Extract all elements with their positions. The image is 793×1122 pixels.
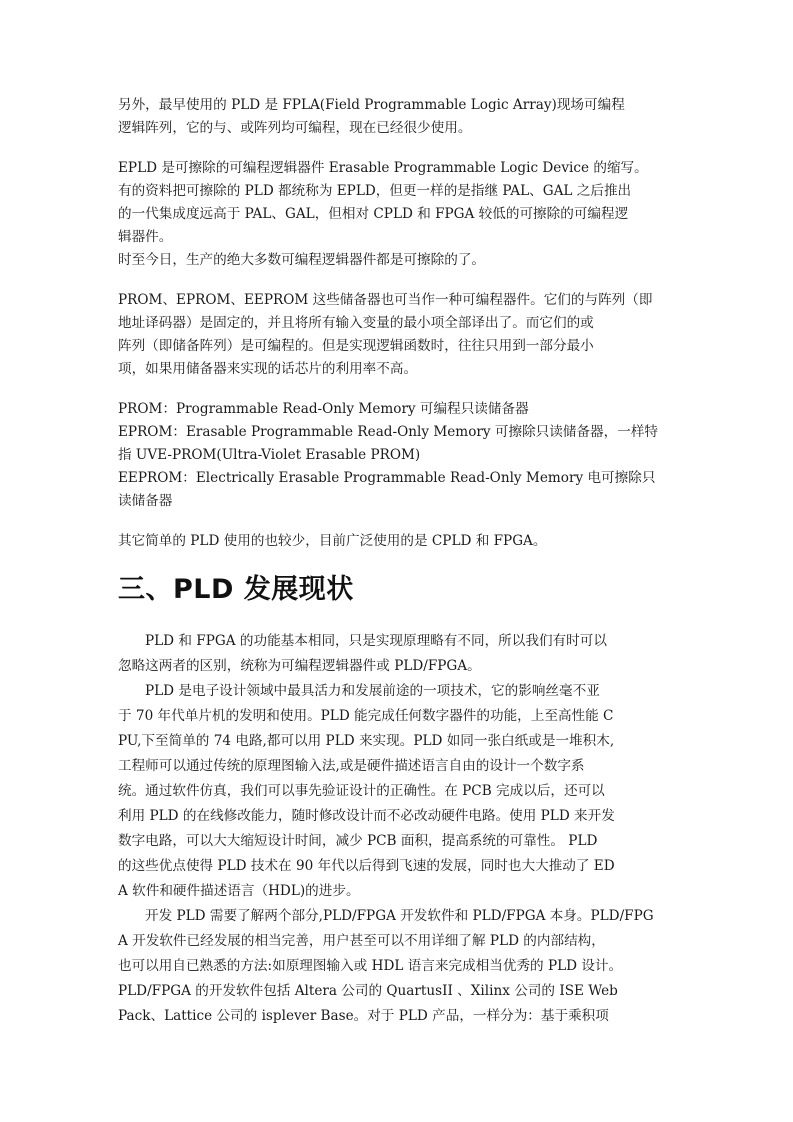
text-line: 项，如果用储备器来实现的话芯片的利用率不高。 [118, 361, 418, 377]
text-line: Pack、Lattice 公司的 isplever Base。对于 PLD 产品，一样分为：基于乘积项 [118, 1008, 609, 1024]
text-line: PLD/FPGA 的开发软件包括 Altera 公司的 QuartusII 、Xilinx 公司的 ISE Web [118, 983, 618, 999]
section-paragraph-3 [118, 904, 678, 1029]
text-line: 时至今日，生产的绝大多数可编程逻辑器件都是可擦除的了。 [118, 252, 486, 268]
text-line: 有的资料把可擦除的 PLD 都统称为 EPLD，但更一样的是指继 PAL、GAL 之后推出 [118, 183, 632, 199]
text-line: 也可以用自已熟悉的方法:如原理图输入或 HDL 语言来完成相当优秀的 PLD 设计。 [118, 958, 623, 974]
text-line: EPLD 是可擦除的可编程逻辑器件 Erasable Programmable Logic Device 的缩写。 [118, 160, 648, 176]
text-line: 读储备器 [118, 493, 173, 509]
text-line: A 开发软件已经发展的相当完善，用户甚至可以不用详细了解 PLD 的内部结构， [118, 933, 605, 949]
section-paragraph-1 [118, 629, 678, 679]
text-line: 数字电路，可以大大缩短设计时间，减少 PCB 面积，提高系统的可靠性。 PLD [118, 833, 598, 849]
text-line: PU,下至简单的 74 电路,都可以用 PLD 来实现。PLD 如同一张白纸或是一堆积木, [118, 733, 615, 749]
text-line: 阵列（即储备阵列）是可编程的。但是实现逻辑函数时，往往只用到一部分最小 [118, 338, 594, 354]
paragraph-fpla [118, 94, 678, 140]
text-line: 开发 PLD 需要了解两个部分,PLD/FPGA 开发软件和 PLD/FPGA 本身。PLD/FPG [145, 908, 654, 924]
text-line: 地址译码器）是固定的，并且将所有输入变量的最小项全部译出了。而它们的或 [118, 315, 594, 331]
text-line: 于 70 年代单片机的发明和使用。PLD 能完成任何数字器件的功能，上至高性能 C [118, 708, 614, 724]
text-line: A 软件和硬件描述语言（HDL)的进步。 [118, 883, 360, 899]
text-line: 指 UVE-PROM(Ultra-Violet Erasable PROM) [118, 447, 421, 463]
paragraph-prom [118, 289, 678, 381]
document-body [118, 94, 678, 1029]
paragraph-summary [118, 530, 678, 553]
text-line: 逻辑阵列，它的与、或阵列均可编程，现在已经很少使用。 [118, 120, 472, 136]
section-paragraph-2 [118, 679, 678, 904]
text-line: 利用 PLD 的在线修改能力，随时修改设计而不必改动硬件电路。使用 PLD 来开发 [118, 808, 615, 824]
paragraph-definitions [118, 398, 678, 513]
paragraph-epld [118, 157, 678, 272]
text-line: 忽略这两者的区别，统称为可编程逻辑器件或 PLD/FPGA。 [118, 658, 481, 674]
section-heading: 三、PLD 发展现状 [118, 574, 354, 605]
text-line: 辑器件。 [118, 229, 173, 245]
text-line: PLD 是电子设计领域中最具活力和发展前途的一项技术，它的影响丝毫不亚 [145, 683, 600, 699]
text-line: 其它简单的 PLD 使用的也较少，目前广泛使用的是 CPLD 和 FPGA。 [118, 533, 547, 549]
text-line: EEPROM：Electrically Erasable Programmable Read-Only Memory 电可擦除只 [118, 470, 656, 486]
text-line: PROM、EPROM、EEPROM 这些储备器也可当作一种可编程器件。它们的与阵列（即 [118, 292, 653, 308]
text-line: 的这些优点使得 PLD 技术在 90 年代以后得到飞速的发展，同时也大大推动了 ED [118, 858, 615, 874]
text-line: 另外，最早使用的 PLD 是 FPLA(Field Programmable Logic Array)现场可编程 [118, 97, 625, 113]
text-line: PLD 和 FPGA 的功能基本相同，只是实现原理略有不同，所以我们有时可以 [145, 633, 607, 649]
text-line: 工程师可以通过传统的原理图输入法,或是硬件描述语言自由的设计一个数字系 [118, 758, 585, 774]
text-line: 统。通过软件仿真，我们可以事先验证设计的正确性。在 PCB 完成以后，还可以 [118, 783, 605, 799]
text-line: 的一代集成度远高于 PAL、GAL，但相对 CPLD 和 FPGA 较低的可擦除的可编程逻 [118, 206, 629, 222]
text-line: PROM：Programmable Read-Only Memory 可编程只读储备器 [118, 401, 529, 417]
text-line: EPROM：Erasable Programmable Read-Only Memory 可擦除只读储备器，一样特 [118, 424, 659, 440]
